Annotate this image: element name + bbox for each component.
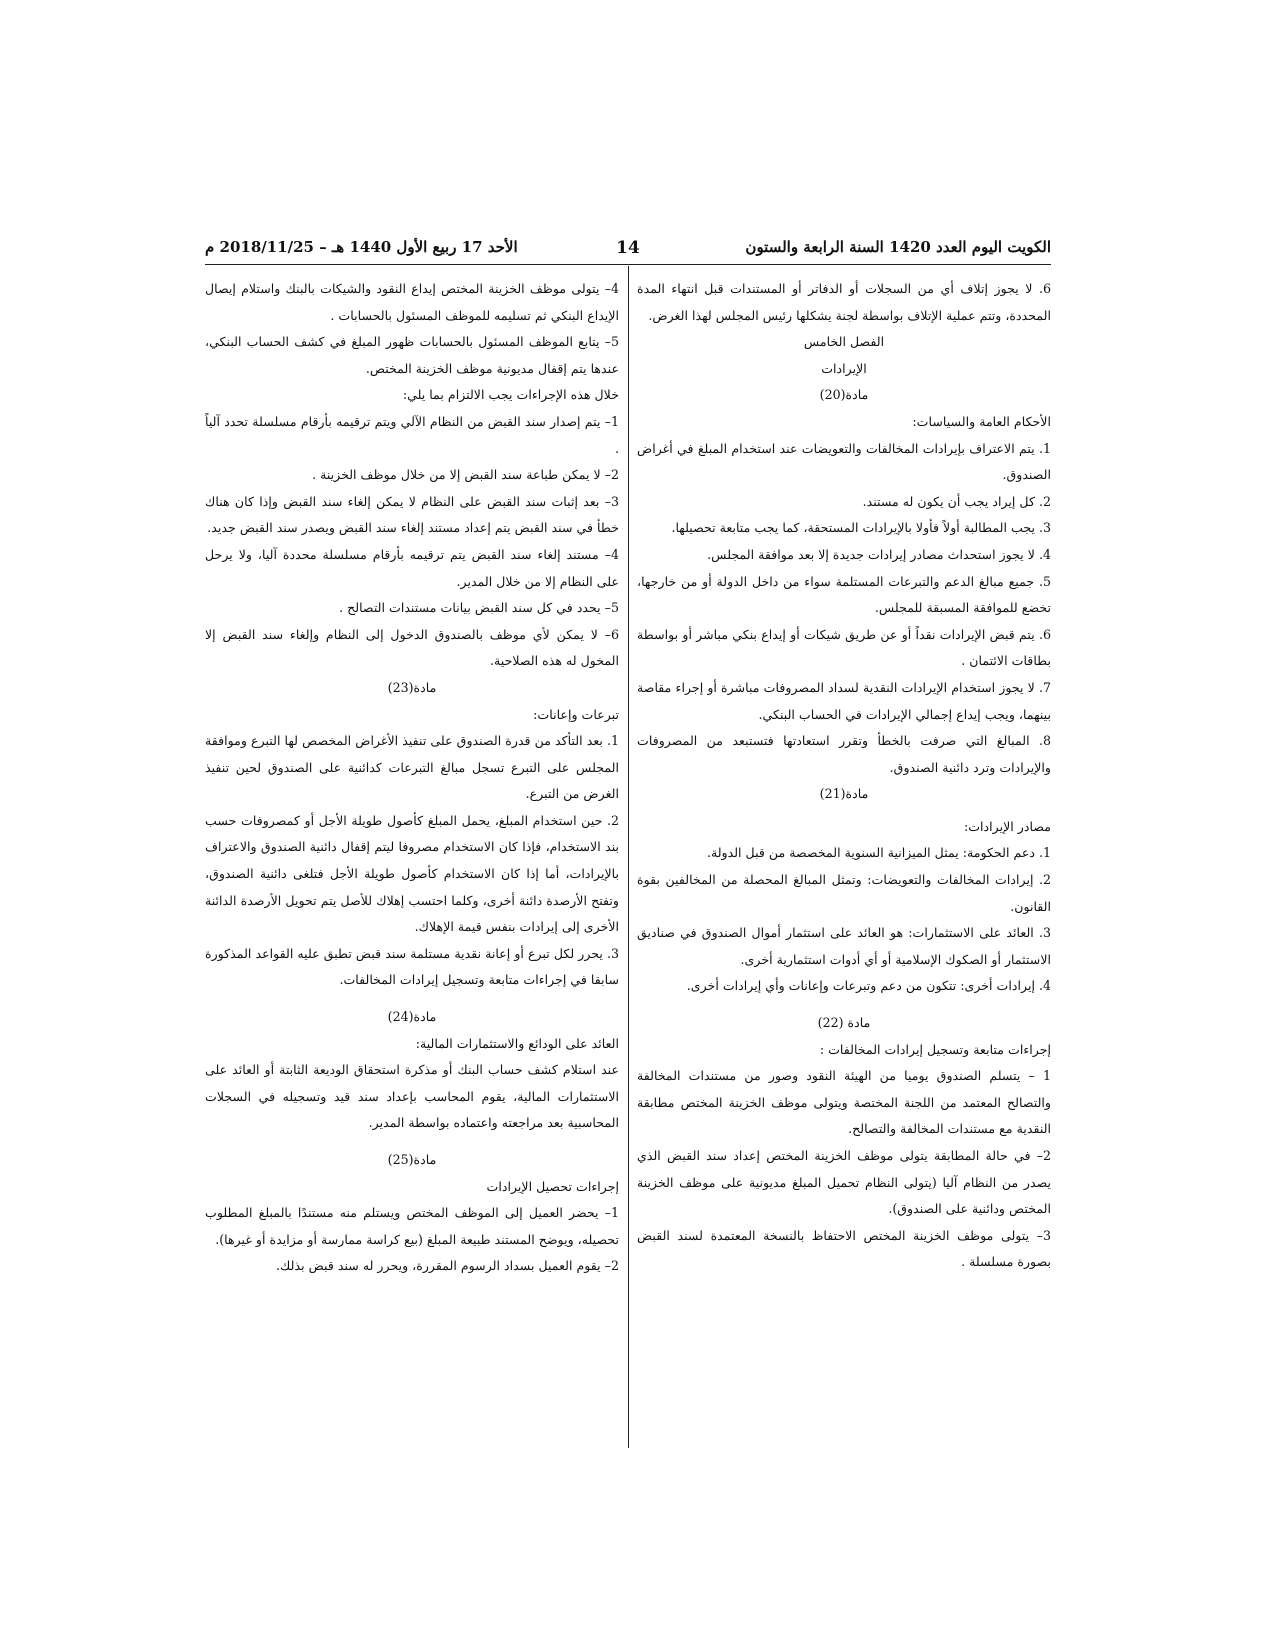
paragraph: 3– بعد إثبات سند القبض على النظام لا يمكن إلغاء سند القبض وإذا كان هناك خطأ في سند القبض يتم إعداد مستند إلغاء سند القبض ويصدر سند القبض جديد.: [205, 493, 619, 536]
paragraph: 2. إيرادات المخالفات والتعويضات: وتمثل المبالغ المحصلة من المخالفين بقوة القانون.: [637, 872, 1051, 914]
gazette-issue-info: الكويت اليوم العدد 1420 السنة الرابعة والستون: [745, 238, 1051, 256]
paragraph: 3. يحرر لكل تبرع أو إعانة نقدية مستلمة سند قبض تطبق عليه القواعد المذكورة سابقا في إجراءات متابعة وتسجيل إيرادات المخالفات.: [205, 945, 619, 988]
paragraph: مادة(23): [387, 679, 437, 695]
paragraph: 2– في حالة المطابقة يتولى موظف الخزينة المختص إعداد سند القبض الذي يصدر من النظام آليا (يتولى النظام تحميل المبلغ مديونية على موظف الخزينة المختص ودائنية على الصندوق).: [637, 1148, 1051, 1217]
paragraph: 3. يجب المطالبة أولاً فأولا بالإيرادات المستحقة، كما يجب متابعة تحصيلها.: [671, 520, 1051, 536]
paragraph: 1 – يتسلم الصندوق يوميا من الهيئة النقود وصور من مستندات المخالفة والتصالح المعتمد من اللجنة المختصة ويتولى موظف الخزينة المختص مطابقة النقدية مع مستندات المخالفة والتصالح.: [637, 1068, 1051, 1137]
paragraph: 5– يتابع الموظف المسئول بالحسابات ظهور المبلغ في كشف الحساب البنكي، عندها يتم إقفال مديونية موظف الخزينة المختص.: [205, 334, 619, 376]
paragraph: 5. جميع مبالغ الدعم والتبرعات المستلمة سواء من داخل الدولة أو من خارجها، تخضع للموافقة المسبقة للمجلس.: [637, 573, 1051, 616]
paragraph: مادة(24): [387, 1009, 437, 1025]
paragraph: 2– لا يمكن طباعة سند القبض إلا من خلال موظف الخزينة .: [312, 467, 619, 483]
paragraph: 6. لا يجوز إتلاف أي من السجلات أو الدفاتر أو المستندات قبل انتهاء المدة المحددة، وتتم عملية الإتلاف بواسطة لجنة يشكلها رئيس المجلس لهذا الغرض.: [637, 281, 1051, 323]
header-rule: [205, 264, 1051, 265]
paragraph: 2. حين استخدام المبلغ، يحمل المبلغ كأصول طويلة الأجل أو كمصروفات حسب بند الاستخدام، فإذا كان الاستخدام مصروفا ليتم إقفال دائنية الصندوق والاعتراف بالإيرادات، أما إذا كان الاستخدام كأصول طويلة الأجل فتلغى دائنية الصندوق، وتفتح الأرصدة دائنة أخرى، وكلما احتسب إهلاك للأصل يتم تحويل الأرصدة الدائنة الأخرى إلى إيرادات بنفس قيمة الإهلاك.: [205, 812, 619, 935]
paragraph: 2. كل إيراد يجب أن يكون له مستند.: [862, 493, 1051, 509]
column-divider: [628, 266, 629, 1448]
paragraph: 3. العائد على الاستثمارات: هو العائد على استثمار أموال الصندوق في صناديق الاستثمار أو الصكوك الإسلامية أو أي أدوات استثمارية أخرى.: [637, 925, 1051, 967]
paragraph: عند استلام كشف حساب البنك أو مذكرة استحقاق الوديعة الثابتة أو العائد على الاستثمارات المالية، يقوم المحاسب بإعداد سند قيد وتسجيله في السجلات المحاسبية بعد مراجعته واعتماده بواسطة المدير.: [205, 1062, 619, 1131]
paragraph: مادة (22): [817, 1015, 871, 1031]
paragraph: 4. لا يجوز استحداث مصادر إيرادات جديدة إلا بعد موافقة المجلس.: [707, 546, 1051, 562]
paragraph: إجراءات متابعة وتسجيل إيرادات المخالفات :: [819, 1041, 1051, 1057]
paragraph: 7. لا يجوز استخدام الإيرادات النقدية لسداد المصروفات مباشرة أو إجراء مقاصة بينهما، ويجب إيداع إجمالي الإيرادات في الحساب البنكي.: [637, 679, 1051, 722]
paragraph: 1. بعد التأكد من قدرة الصندوق على تنفيذ الأغراض المخصص لها التبرع وموافقة المجلس على التبرع تسجل مبالغ التبرعات كدائنية على الصندوق لحين تنفيذ الغرض من التبرع.: [205, 733, 619, 802]
paragraph: 4– يتولى موظف الخزينة المختص إيداع النقود والشيكات بالبنك واستلام إيصال الإيداع البنكي ثم تسليمه للموظف المسئول بالحسابات .: [205, 281, 619, 323]
paragraph: 1– يحضر العميل إلى الموظف المختص ويستلم منه مستندًا بالمبلغ المطلوب تحصيله، ويوضح المستند طبيعة المبلغ (بيع كراسة ممارسة أو مزايدة أو غيرها).: [205, 1205, 619, 1247]
paragraph: 3– يتولى موظف الخزينة المختص الاحتفاظ بالنسخة المعتمدة لسند القبض بصورة مسلسلة .: [637, 1227, 1051, 1270]
paragraph: 8. المبالغ التي صرفت بالخطأ وتقرر استعادتها فتستبعد من المصروفات والإيرادات وترد دائنية الصندوق.: [637, 733, 1051, 775]
paragraph: 5– يحدد في كل سند القبض بيانات مستندات التصالح .: [339, 600, 619, 616]
paragraph: 2– يقوم العميل بسداد الرسوم المقررة، ويحرر له سند قبض بذلك.: [276, 1258, 619, 1274]
paragraph: إجراءات تحصيل الإيرادات: [486, 1178, 619, 1194]
paragraph: الأحكام العامة والسياسات:: [912, 413, 1051, 429]
paragraph: 6. يتم قبض الإيرادات نقداً أو عن طريق شيكات أو إيداع بنكي مباشر أو بواسطة بطاقات الائتمان .: [637, 626, 1051, 669]
paragraph: الإيرادات: [821, 360, 867, 376]
paragraph: مادة(20): [819, 387, 869, 403]
paragraph: 1. دعم الحكومة: يمثل الميزانية السنوية المخصصة من قبل الدولة.: [706, 845, 1051, 861]
paragraph: العائد على الودائع والاستثمارات المالية:: [415, 1035, 619, 1051]
left-column: [205, 276, 619, 1280]
paragraph: الفصل الخامس: [803, 334, 885, 350]
right-column: [637, 276, 1051, 1276]
paragraph: 1– يتم إصدار سند القبض من النظام الآلي ويتم ترقيمه بأرقام مسلسلة تحدد آلياً .: [205, 413, 619, 456]
paragraph: 6– لا يمكن لأي موظف بالصندوق الدخول إلى النظام وإلغاء سند القبض إلا المخول له هذه الصلاحية.: [205, 626, 619, 669]
paragraph: 4. إيرادات أخرى: تتكون من دعم وتبرعات وإعانات وأي إيرادات أخرى.: [686, 978, 1051, 994]
paragraph: 4– مستند إلغاء سند القبض يتم ترقيمه بأرقام مسلسلة محددة آليا، ولا يرحل على النظام إلا من خلال المدير.: [205, 546, 619, 589]
paragraph: مادة(21): [819, 786, 869, 802]
paragraph: 1. يتم الاعتراف بإيرادات المخالفات والتعويضات عند استخدام المبلغ في أغراض الصندوق.: [637, 440, 1051, 483]
paragraph: خلال هذه الإجراءات يجب الالتزام بما يلي:: [402, 387, 619, 403]
page-number: 14: [616, 238, 640, 258]
paragraph: مادة(25): [387, 1152, 437, 1167]
paragraph: تبرعات وإعانات:: [533, 706, 619, 722]
paragraph: مصادر الإيرادات:: [963, 818, 1051, 834]
issue-date: الأحد 17 ربيع الأول 1440 هـ – 2018/11/25 م: [205, 238, 518, 256]
page-header: [205, 238, 1051, 262]
